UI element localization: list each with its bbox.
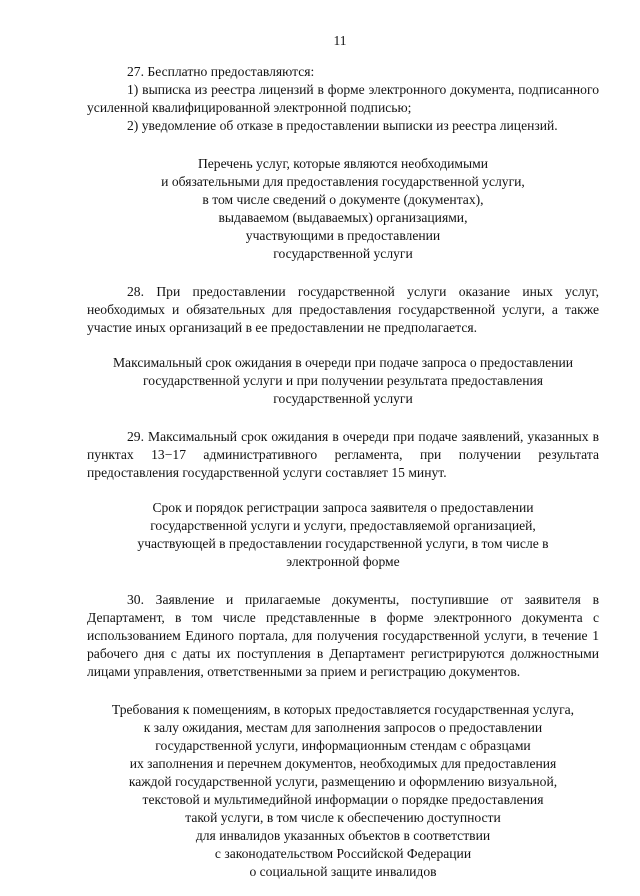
item-28: 28. При предоставлении государственной услуги оказание иных услуг, необходимых и обязательных для предоставления государственной услуги, а также участие иных организаций в ее предоставлении не предполагается. xyxy=(87,284,599,335)
heading-line: к залу ожидания, местам для заполнения запросов о предоставлении xyxy=(143,720,543,735)
heading-line: их заполнения и перечнем документов, необходимых для предоставления xyxy=(129,756,557,771)
heading-line: Максимальный срок ожидания в очереди при подаче запроса о предоставлении xyxy=(112,355,574,370)
heading-line: государственной услуги xyxy=(273,391,413,406)
heading-line: государственной услуги, информационным стендам с образцами xyxy=(155,738,531,753)
item-27-point-2: 2) уведомление об отказе в предоставлении выписки из реестра лицензий. xyxy=(127,118,558,133)
heading-line: Срок и порядок регистрации запроса заявителя о предоставлении xyxy=(152,500,534,515)
page-number: 11 xyxy=(333,33,347,48)
heading-line: с законодательством Российской Федерации xyxy=(214,846,472,861)
heading-line: для инвалидов указанных объектов в соответствии xyxy=(195,828,491,843)
heading-line: о социальной защите инвалидов xyxy=(249,864,437,879)
item-29: 29. Максимальный срок ожидания в очереди при подаче заявлений, указанных в пунктах 13−17 административного регламента, при получении результата предоставления государственной услуги составляет 15 минут. xyxy=(87,429,599,480)
heading-line: участвующей в предоставлении государственной услуги, в том числе в xyxy=(137,536,549,551)
heading-max-wait-time xyxy=(87,354,599,408)
heading-line: государственной услуги и при получении результата предоставления xyxy=(142,373,543,388)
document-body xyxy=(87,63,599,881)
heading-line: Перечень услуг, которые являются необходимыми xyxy=(197,156,489,171)
heading-line: текстовой и мультимедийной информации о порядке предоставления xyxy=(142,792,544,807)
item-27-intro: 27. Бесплатно предоставляются: xyxy=(127,64,315,79)
heading-line: выдаваемом (выдаваемых) организациями, xyxy=(218,210,468,225)
heading-services-list xyxy=(87,155,599,263)
heading-line: такой услуги, в том числе к обеспечению доступности xyxy=(185,810,501,825)
heading-line: государственной услуги xyxy=(273,246,413,261)
heading-line: государственной услуги и услуги, предоставляемой организацией, xyxy=(150,518,536,533)
item-30: 30. Заявление и прилагаемые документы, поступившие от заявителя в Департамент, в том числе представленные в форме электронного документа с использованием Единого портала, для получения государственной услуги, в течение 1 рабочего дня с даты их поступления в Департамент регистрируются должностными лицами управления, ответственными за прием и регистрацию документов. xyxy=(87,592,599,679)
heading-line: электронной форме xyxy=(286,554,400,569)
heading-line: и обязательными для предоставления государственной услуги, xyxy=(161,174,525,189)
heading-line: участвующими в предоставлении xyxy=(245,228,441,243)
heading-registration-terms xyxy=(87,499,599,571)
item-27-point-1: 1) выписка из реестра лицензий в форме электронного документа, подписанного усиленной квалифицированной электронной подписью; xyxy=(87,82,599,115)
heading-line: каждой государственной услуги, размещению и оформлению визуальной, xyxy=(128,774,558,789)
heading-line: в том числе сведений о документе (документах), xyxy=(202,192,484,207)
heading-premises-requirements xyxy=(87,701,599,881)
heading-line: Требования к помещениям, в которых предоставляется государственная услуга, xyxy=(111,702,575,717)
